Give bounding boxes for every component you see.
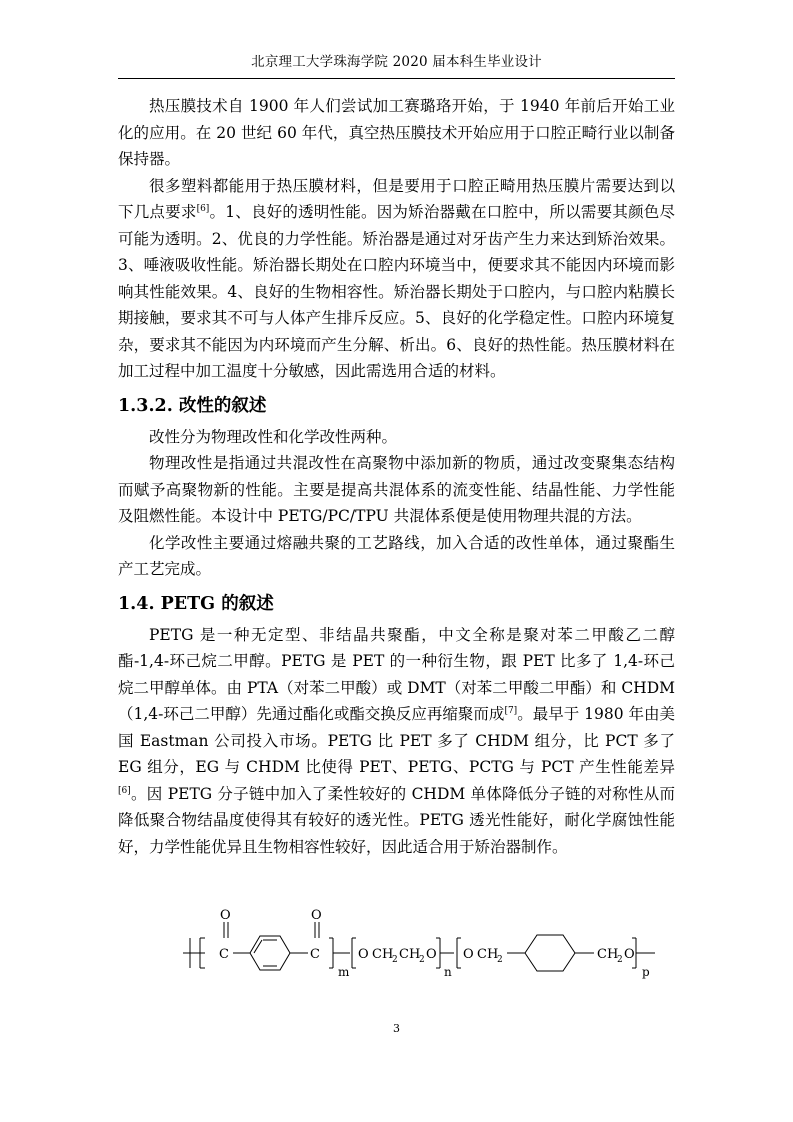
citation-6: [6]: [118, 785, 131, 796]
subscript-label: 2: [419, 955, 425, 965]
methylene-label: CH: [399, 947, 421, 962]
oxygen-label: O: [358, 947, 369, 962]
document-body: [118, 93, 675, 860]
section-heading-1-4: 1.4. PETG 的叙述: [118, 593, 274, 614]
page-header: 北京理工大学珠海学院 2020 届本科生毕业设计: [251, 54, 542, 70]
subscript-label: 2: [392, 955, 398, 965]
paragraph-material-requirements: [118, 173, 675, 385]
section-heading-1-3-2: 1.3.2. 改性的叙述: [118, 395, 267, 416]
paragraph-petg-description: [118, 622, 675, 861]
citation-6: [6]: [196, 203, 210, 214]
petg-structural-formula: [0, 900, 793, 980]
carbon-label: C: [219, 947, 229, 962]
text-segment: 。因 PETG 分子链中加入了柔性较好的 CHDM 单体降低分子链的对称性从而降低聚合物结晶度使得其有较好的透光性。PETG 透光性能好，耐化学腐蚀性能好，力学性能优异且生物相容性较好，因此适合用于矫治器制作。: [118, 784, 675, 856]
paragraph-thermoforming-history: 热压膜技术自 1900 年人们尝试加工赛璐珞开始，于 1940 年前后开始工业化的应用。在 20 世纪 60 年代，真空热压膜技术开始应用于口腔正畸行业以制备保持器。: [118, 97, 675, 168]
text-segment: 。最早于 1980 年由美国 Eastman 公司投入市场。PETG 比 PET 多了 CHDM 组分，比 PCT 多了 EG 组分，EG 与 CHDM 比使得 PET、PETG、PCTG 与 PCT 产生性能差异: [118, 705, 676, 776]
paragraph-modification-types: 改性分为物理改性和化学改性两种。: [149, 427, 398, 446]
cyclohexane-ring: [525, 935, 575, 971]
oxygen-label: O: [463, 947, 474, 962]
subscript-m: m: [338, 965, 350, 979]
benzene-ring: [250, 936, 290, 970]
citation-7: [7]: [504, 705, 518, 716]
oxygen-label: O: [426, 947, 437, 962]
methylene-label: CH: [372, 947, 394, 962]
methylene-label: CH: [597, 947, 619, 962]
oxygen-label: O: [624, 947, 635, 962]
oxygen-label: O: [311, 908, 322, 923]
subscript-label: 2: [617, 955, 623, 965]
methylene-label: CH: [477, 947, 499, 962]
text-segment: PETG 是一种无定型、非结晶共聚酯，中文全称是聚对苯二甲酸乙二醇酯-1,4-环己烷二甲醇。PETG 是 PET 的一种衍生物，跟 PET 比多了 1,4-环己烷二甲醇单体。由 PTA（对苯二甲酸）或 DMT（对苯二甲酸二甲酯）和 CHDM（1,4-环己二甲醇）先通过酯化或酯交换反应再缩聚而成: [118, 625, 675, 723]
carbon-label: C: [310, 947, 320, 962]
oxygen-label: O: [220, 908, 231, 923]
header-rule: [118, 78, 675, 79]
text-segment: 。1、良好的透明性能。因为矫治器戴在口腔中，所以需要其颜色尽可能为透明。2、优良的力学性能。矫治器是通过对牙齿产生力来达到矫治效果。3、唾液吸收性能。矫治器长期处在口腔内环境当中，便要求其不能因内环境而影响其性能效果。4、良好的生物相容性。矫治器长期处于口腔内，与口腔内粘膜长期接触，要求其不可与人体产生排斥反应。5、良好的化学稳定性。口腔内环境复杂，要求其不能因为内环境而产生分解、析出。6、良好的热性能。热压膜材料在加工过程中加工温度十分敏感，因此需选用合适的材料。: [118, 203, 675, 380]
subscript-n: n: [444, 965, 452, 979]
page-number: 3: [393, 1022, 400, 1035]
paragraph-chemical-modification: 化学改性主要通过熔融共聚的工艺路线，加入合适的改性单体，通过聚酯生产工艺完成。: [118, 533, 675, 578]
subscript-label: 2: [497, 955, 503, 965]
paragraph-physical-modification: 物理改性是指通过共混改性在高聚物中添加新的物质，通过改变聚集态结构而赋予高聚物新的性能。主要是提高共混体系的流变性能、结晶性能、力学性能及阻燃性能。本设计中 PETG/PC/TPU 共混体系便是使用物理共混的方法。: [118, 454, 675, 525]
subscript-p: p: [642, 965, 650, 979]
text-segment: 很多塑料都能用于热压膜材料，但是要用于口腔正畸用热压膜片需要达到以下几点要求: [118, 176, 675, 221]
aromatic-bond: [254, 940, 262, 953]
